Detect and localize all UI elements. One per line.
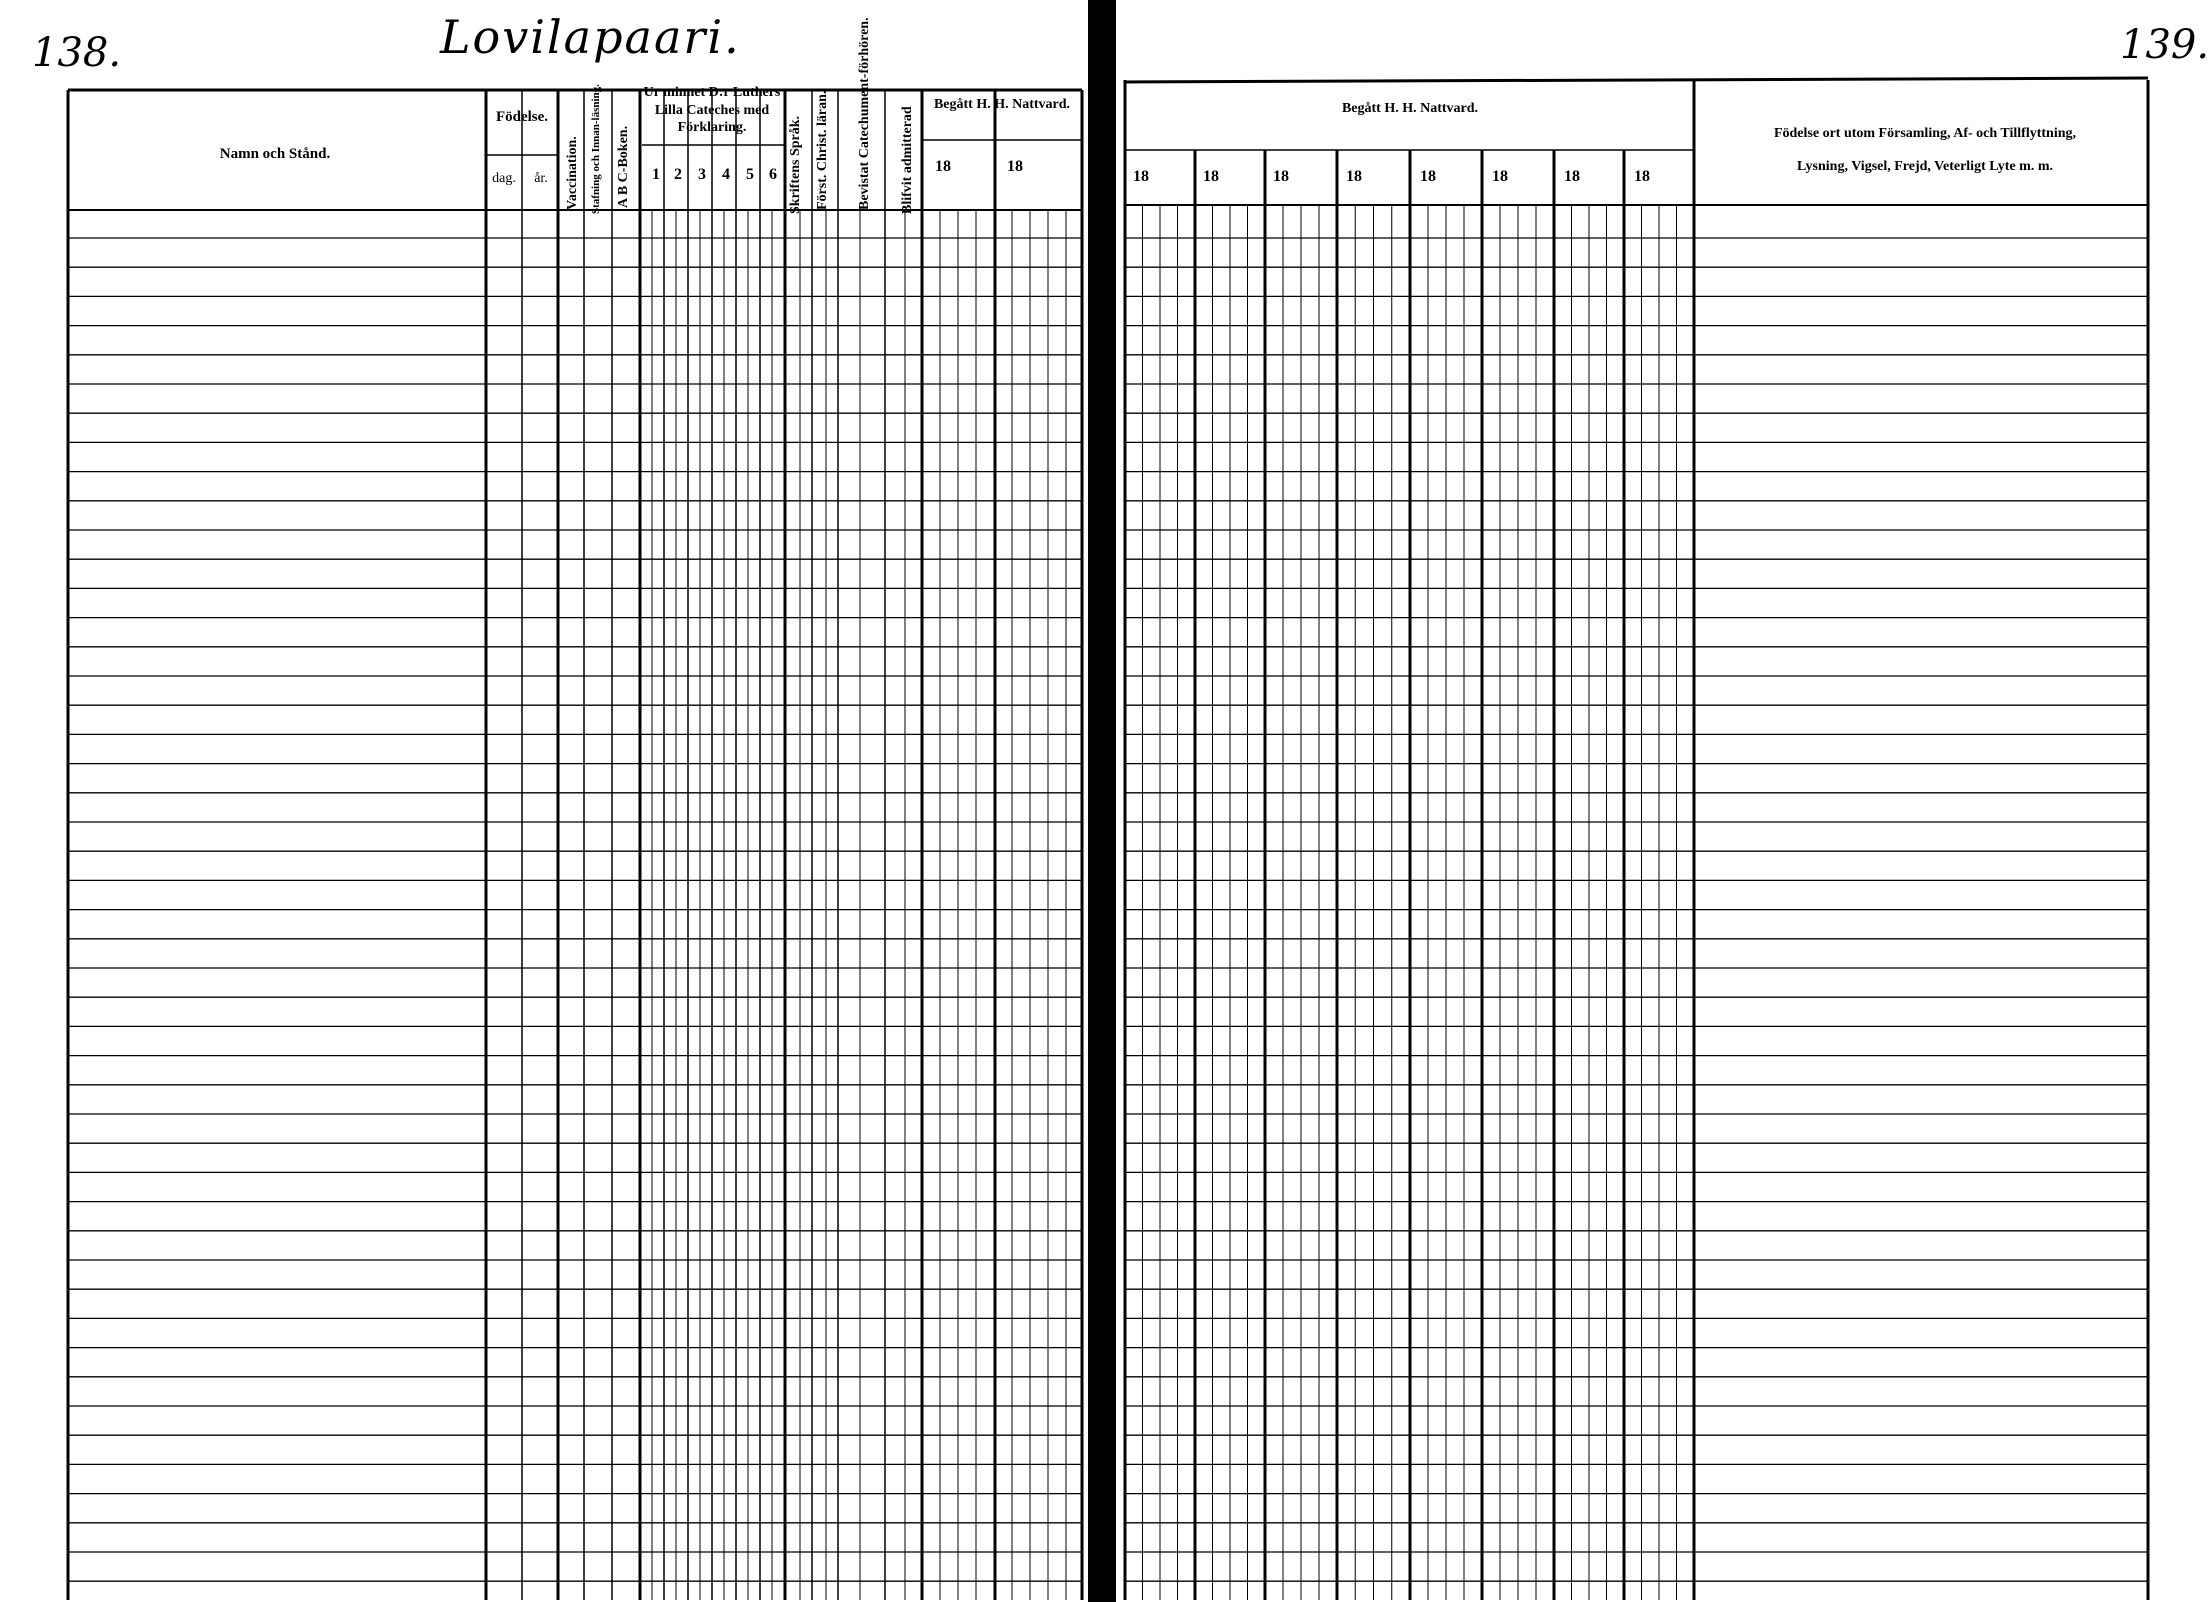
header-abc: A B C-Boken. (616, 125, 631, 208)
communion-year-right-1: 18 (1133, 168, 1149, 185)
communion-year-left-2: 18 (1007, 158, 1023, 175)
header-remarks-line-2: Lysning, Vigsel, Frejd, Veterligt Lyte m. m. (1796, 159, 2053, 174)
catechism-col-3: 3 (698, 166, 706, 183)
left-page-number: 138. (32, 30, 122, 76)
header-vaccination: Vaccination. (565, 136, 580, 210)
handwritten-title: Lovilapaari. (440, 10, 741, 64)
catechism-col-5: 5 (746, 166, 754, 183)
header-admitted: Blifvit admitterad (900, 106, 915, 214)
header-christian: Först. Christ. läran. (815, 90, 830, 210)
header-birth-year: år. (534, 171, 548, 186)
catechism-col-1: 1 (652, 166, 660, 183)
header-catechumen: Bevistat Catechument-förhören. (857, 17, 872, 210)
communion-year-right-6: 18 (1492, 168, 1508, 185)
communion-year-right-2: 18 (1203, 168, 1219, 185)
communion-year-right-7: 18 (1564, 168, 1580, 185)
right-page-number: 139. (2120, 22, 2209, 68)
header-birth: Födelse. (495, 109, 549, 125)
communion-year-right-4: 18 (1346, 168, 1362, 185)
book-gutter (1088, 0, 1116, 1602)
catechism-col-6: 6 (769, 166, 777, 183)
header-catechism: Ur minnet D:r Luthers Lilla Cateches med Förklaring. (643, 85, 781, 135)
header-reading: Stafning och Innan-läsning. (590, 84, 602, 214)
catechism-col-2: 2 (674, 166, 682, 183)
header-birth-day: dag. (492, 171, 516, 186)
header-scripture: Skriftens Språk. (788, 115, 803, 214)
communion-year-left-1: 18 (935, 158, 951, 175)
communion-year-right-8: 18 (1634, 168, 1650, 185)
communion-year-right-5: 18 (1420, 168, 1436, 185)
header-name: Namn och Stånd. (219, 146, 331, 162)
communion-year-right-3: 18 (1273, 168, 1289, 185)
header-communion-right: Begått H. H. Nattvard. (1341, 101, 1479, 116)
header-remarks-line-1: Födelse ort utom Församling, Af- och Tillflyttning, (1773, 126, 2077, 141)
catechism-col-4: 4 (722, 166, 730, 183)
right-top-border (1125, 78, 2148, 82)
header-communion-left: Begått H. H. Nattvard. (933, 97, 1071, 112)
